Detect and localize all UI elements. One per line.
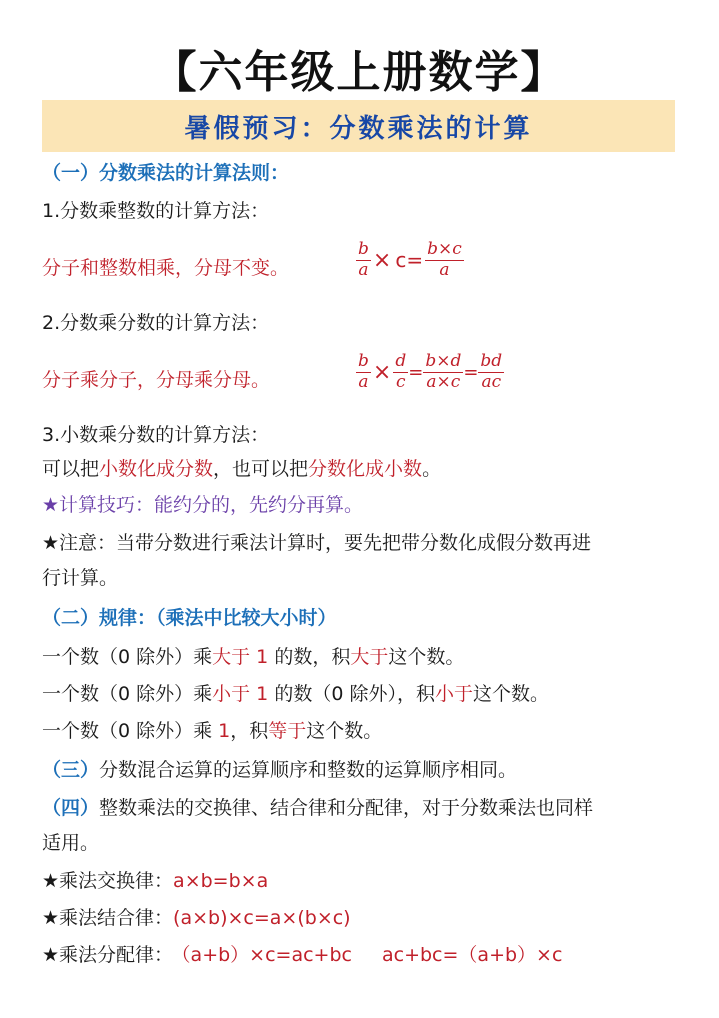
subtitle: 暑假预习：分数乘法的计算 xyxy=(184,114,533,144)
text-part: 。 xyxy=(422,458,442,480)
law-line-1 xyxy=(42,644,464,671)
highlight-text: 分数化成小数 xyxy=(308,458,423,480)
text-part: ，也可以把 xyxy=(213,458,309,480)
f3-den: a×c xyxy=(426,371,461,392)
law-line-3 xyxy=(42,718,382,745)
section-3-text: 分数混合运算的运算顺序和整数的运算顺序相同。 xyxy=(99,759,518,781)
highlight-text: 大于 1 xyxy=(212,646,269,668)
formula-2-fraction-2 xyxy=(393,352,408,392)
formula-2-fraction-1 xyxy=(356,352,371,392)
f2-num: d xyxy=(395,351,407,371)
section-1-heading: （一）分数乘法的计算法则： xyxy=(42,162,290,184)
highlight-text: 等于 xyxy=(268,720,307,742)
highlight-text: 小于 1 xyxy=(212,683,269,705)
f4-den: ac xyxy=(481,371,502,392)
f3-num: b×d xyxy=(425,351,462,371)
distributive-law xyxy=(42,942,562,969)
text-part: 一个数（0 除外）乘 xyxy=(42,646,213,668)
formula-2-fraction-3 xyxy=(423,352,463,392)
f2-den: a xyxy=(439,259,450,280)
text-part: 的数（0 除外），积 xyxy=(268,683,435,705)
rule-3-label: 3.小数乘分数的计算方法： xyxy=(42,424,270,446)
associative-law xyxy=(42,905,351,932)
text-part: 这个数。 xyxy=(388,646,465,668)
note-line-1: ★注意：当带分数进行乘法计算时，要先把带分数化成假分数再进 xyxy=(42,532,592,554)
rule-1-label: 1.分数乘整数的计算方法： xyxy=(42,200,270,222)
formula-2-fraction-4 xyxy=(478,352,504,392)
highlight-text: 小数化成分数 xyxy=(99,458,214,480)
equals-sign: = xyxy=(463,361,479,383)
rule-3-text xyxy=(42,456,441,483)
section-4-text: 整数乘法的交换律、结合律和分配律，对于分数乘法也同样 xyxy=(99,797,594,819)
law-formula: ac+bc=（a+b）×c xyxy=(381,944,563,966)
text-part: 一个数（0 除外）乘 xyxy=(42,720,219,742)
f2-num: b×c xyxy=(427,239,462,259)
law-label: ★乘法交换律： xyxy=(42,870,174,892)
law-label: ★乘法分配律： xyxy=(42,944,174,966)
f1-den: a xyxy=(358,371,369,392)
rule-1-text: 分子和整数相乘，分母不变。 xyxy=(42,257,290,279)
law-label: ★乘法结合律： xyxy=(42,907,174,929)
times-sign: × xyxy=(372,247,392,273)
f4-num: bd xyxy=(480,351,503,371)
law-formula: （a+b）×c=ac+bc xyxy=(181,944,352,966)
f1-den: a xyxy=(358,259,369,280)
law-formula: a×b=b×a xyxy=(173,870,269,892)
text-part: 可以把 xyxy=(42,458,100,480)
highlight-text: 大于 xyxy=(350,646,389,668)
text-part: 这个数。 xyxy=(472,683,549,705)
rule-2-text: 分子乘分子，分母乘分母。 xyxy=(42,369,271,391)
formula-2 xyxy=(356,352,504,392)
section-3 xyxy=(42,757,517,784)
law-line-2 xyxy=(42,681,549,708)
formula-1-fraction-right xyxy=(425,240,464,280)
text-part: ，积 xyxy=(230,720,269,742)
highlight-text: 1 xyxy=(218,720,231,742)
f1-num: b xyxy=(358,239,369,259)
section-2-heading: （二）规律：（乘法中比较大小时） xyxy=(42,607,337,629)
section-4 xyxy=(42,795,593,822)
note-line-2: 行计算。 xyxy=(42,567,119,589)
text-part: 一个数（0 除外）乘 xyxy=(42,683,213,705)
law-formula: (a×b)×c=a×(b×c) xyxy=(173,907,351,929)
section-4-heading: （四） xyxy=(42,797,100,819)
formula-1 xyxy=(356,240,464,280)
formula-1-fraction-left xyxy=(356,240,371,280)
commutative-law xyxy=(42,868,268,895)
highlight-text: 小于 xyxy=(434,683,473,705)
text-part: 的数，积 xyxy=(268,646,351,668)
equals-sign: = xyxy=(408,361,424,383)
tip-text: ★计算技巧：能约分的，先约分再算。 xyxy=(42,494,364,516)
rule-2-label: 2.分数乘分数的计算方法： xyxy=(42,312,270,334)
section-4-text-cont: 适用。 xyxy=(42,832,100,854)
text-part: 这个数。 xyxy=(306,720,383,742)
section-3-heading: （三） xyxy=(42,759,100,781)
formula-1-mid: c= xyxy=(395,248,424,273)
f1-num: b xyxy=(358,351,369,371)
times-sign: × xyxy=(372,359,392,385)
f2-den: c xyxy=(396,371,406,392)
page-title: 【六年级上册数学】 xyxy=(152,47,567,98)
